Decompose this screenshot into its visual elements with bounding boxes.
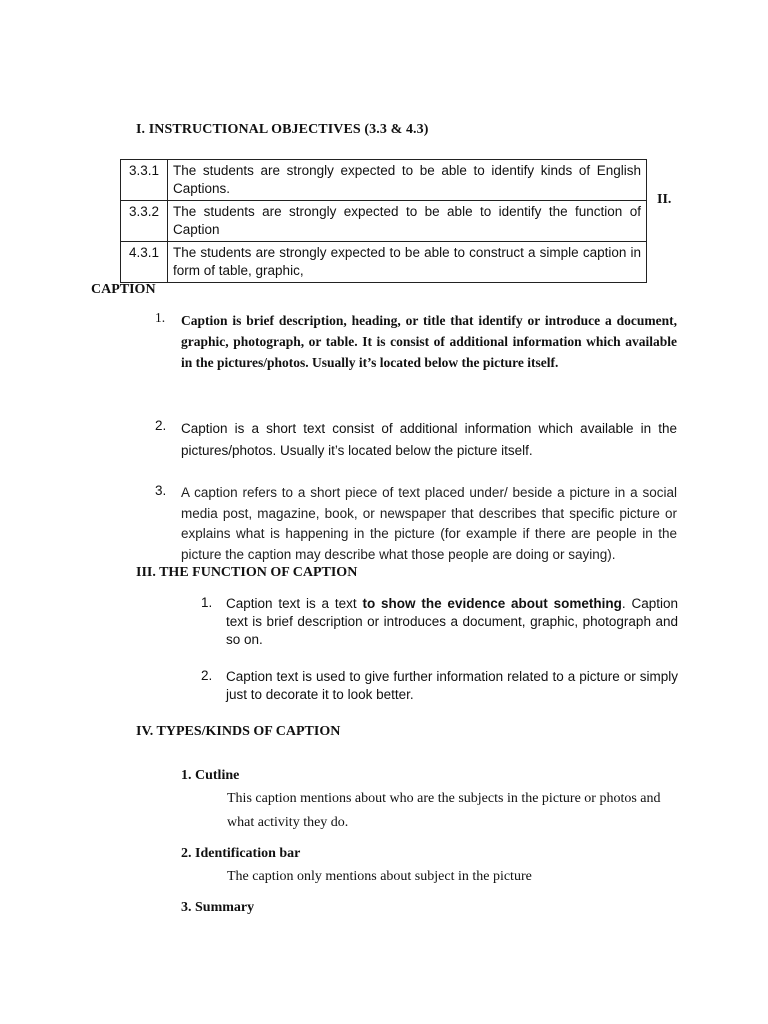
list-number: 1. [201,595,213,610]
text-segment: . Caption text is brief description or introduces a document, graphic, photograph and so on. [226,596,678,647]
kind-title: 1. Cutline [181,768,240,783]
objective-text: The students are strongly expected to be able to construct a simple caption in form of table, graphic, [168,242,647,283]
table-row [121,160,647,201]
table-row [121,242,647,283]
objectives-table [120,159,647,283]
text-segment: Caption text is a text [226,596,363,611]
table-row [121,201,647,242]
section-heading-function: III. THE FUNCTION OF CAPTION [136,565,358,580]
objective-code: 3.3.2 [121,201,168,242]
objective-text: The students are strongly expected to be able to identify the function of Caption [168,201,647,242]
kind-title: 3. Summary [181,900,255,915]
list-item-text: Caption is brief description, heading, or title that identify or introduce a document, graphic, photograph, or table. It is consist of additional information which available in the pictures/photos. Usually it’s located below the picture itself. [181,313,677,370]
list-item-text [226,595,678,649]
list-item-text: A caption refers to a short piece of text placed under/ beside a picture in a social media post, magazine, book, or newspaper that describes that specific picture or explains what is happening in the picture (for example if there are people in the picture the caption may describe what those people are doing or saying). [181,485,677,562]
kind-description: This caption mentions about who are the subjects in the picture or photos and what activity they do. [227,791,661,830]
list-number: 2. [201,668,213,683]
section-heading-caption: CAPTION [91,282,156,297]
list-number: 1. [155,310,166,325]
list-item-text: Caption text is used to give further information related to a picture or simply just to decorate it to look better. [226,669,678,702]
section-numeral-ii: II. [657,192,672,207]
list-number: 2. [155,418,167,433]
objective-text: The students are strongly expected to be able to identify kinds of English Captions. [168,160,647,201]
section-heading-objectives: I. INSTRUCTIONAL OBJECTIVES (3.3 & 4.3) [136,122,429,137]
objective-code: 4.3.1 [121,242,168,283]
list-number: 3. [155,483,167,498]
kind-description: The caption only mentions about subject in the picture [227,869,532,884]
objective-code: 3.3.1 [121,160,168,201]
list-item-text: Caption is a short text consist of additional information which available in the pictures/photos. Usually it’s located below the picture itself. [181,421,677,458]
kind-title: 2. Identification bar [181,846,301,861]
section-heading-types: IV. TYPES/KINDS OF CAPTION [136,724,341,739]
emphasis-text: to show the evidence about something [362,596,622,611]
